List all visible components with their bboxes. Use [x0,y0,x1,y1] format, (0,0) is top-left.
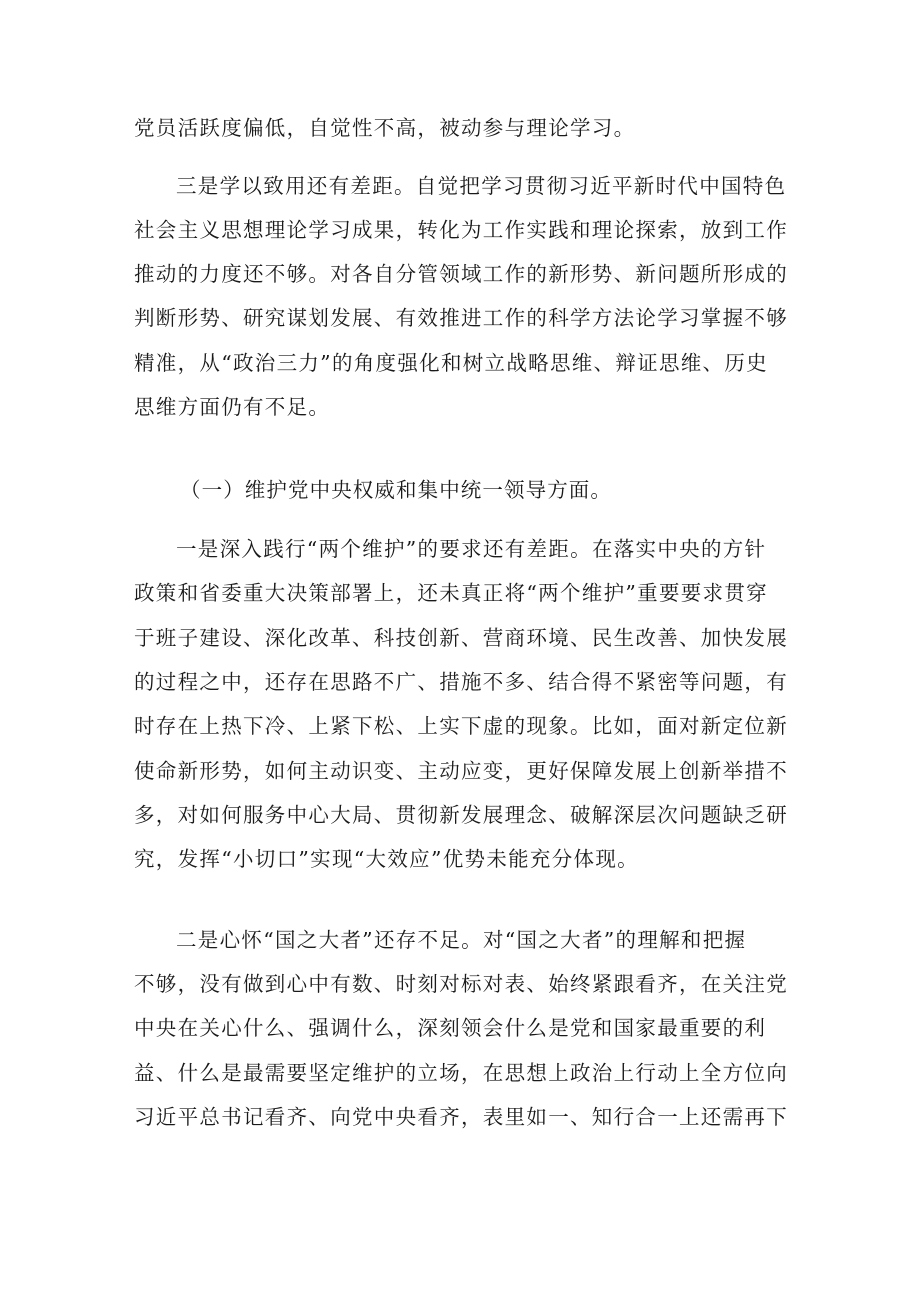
text-line: 习近平总书记看齐、向党中央看齐，表里如一、知行合一上还需再下 [134,1105,788,1129]
text-line: 多，对如何服务中心大局、贯彻新发展理念、破解深层次问题缺乏研 [134,803,788,827]
text-line: 中央在关心什么、强调什么，深刻领会什么是党和国家最重要的利 [134,1016,767,1040]
text-line: 不够，没有做到心中有数、时刻对标对表、始终紧跟看齐，在关注党 [134,972,788,996]
text-line: 政策和省委重大决策部署上，还未真正将“两个维护”重要要求贯穿 [134,581,768,605]
text-line: 思维方面仍有不足。 [134,395,331,419]
text-line: 精准，从“政治三力”的角度强化和树立战略思维、辩证思维、历史 [134,351,768,375]
text-line: 的过程之中，还存在思路不广、措施不多、结合得不紧密等问题，有 [134,670,788,694]
text-line: 于班子建设、深化改革、科技创新、营商环境、民生改善、加快发展 [134,626,788,650]
text-line: 党员活跃度偏低，自觉性不高，被动参与理论学习。 [134,116,636,140]
text-line: 时存在上热下冷、上紧下松、上实下虚的现象。比如，面对新定位新 [134,714,788,738]
text-line: 推动的力度还不够。对各自分管领域工作的新形势、新问题所形成的 [134,262,788,286]
text-line: 判断形势、研究谋划发展、有效推进工作的科学方法论学习掌握不够 [134,306,788,330]
text-line: 使命新形势，如何主动识变、主动应变，更好保障发展上创新举措不 [134,759,788,783]
text-line: 究，发挥“小切口”实现“大效应”优势未能充分体现。 [134,847,639,871]
paragraph-first-line: 三是学以致用还有差距。自觉把学习贯彻习近平新时代中国特色 [176,174,787,198]
text-line: 益、什么是最需要坚定维护的立场，在思想上政治上行动上全方位向 [134,1061,788,1085]
paragraph-first-line: 一是深入践行“两个维护”的要求还有差距。在落实中央的方针 [176,537,767,561]
paragraph-first-line: 二是心怀“国之大者”还存不足。对“国之大者”的理解和把握 [176,928,747,952]
section-heading: （一）维护党中央权威和集中统一领导方面。 [180,478,612,502]
text-line: 社会主义思想理论学习成果，转化为工作实践和理论探索，放到工作 [134,218,788,242]
